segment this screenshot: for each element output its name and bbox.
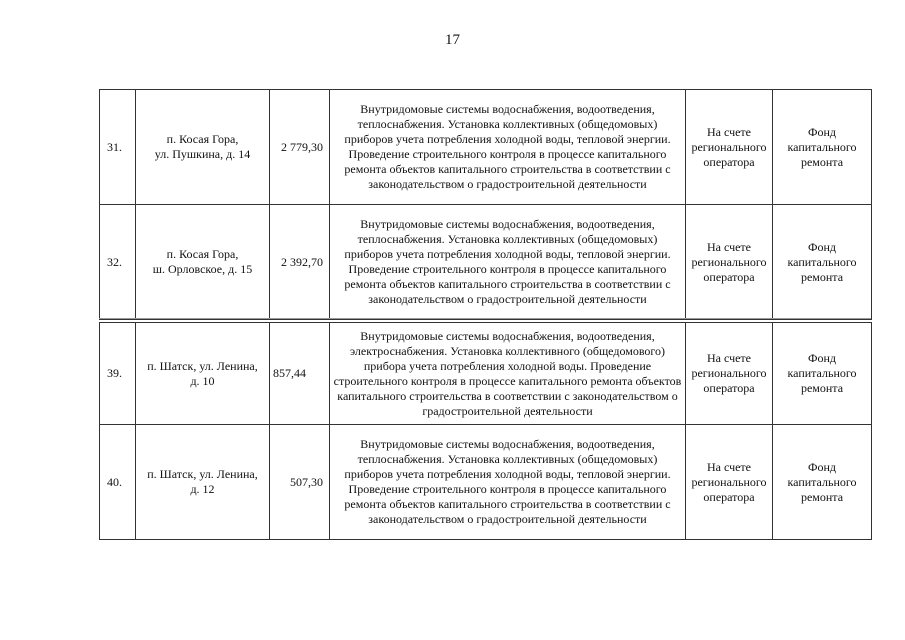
account-line: оператора <box>703 154 755 169</box>
row-number: 40. <box>100 425 136 540</box>
table-row <box>100 425 872 540</box>
fund-line: капитального <box>787 366 857 380</box>
address-cell <box>136 90 270 205</box>
works-cell: Внутридомовые системы водоснабжения, водоотведения, теплоснабжения. Установка коллективных (общедомовых) приборов учета потребления холодной воды, тепловой энергии. Проведение строительного контроля в процессе капитального ремонта объектов капитального строительства в соответствии с законодательством о градостроительной деятельности <box>330 90 686 205</box>
area-cell: 2 392,70 <box>270 205 330 320</box>
fund-line: ремонта <box>800 269 844 284</box>
repair-table-part-1 <box>99 89 872 320</box>
address-cell <box>136 205 270 320</box>
fund-cell <box>773 323 872 425</box>
address-line: д. 12 <box>190 482 215 496</box>
works-cell: Внутридомовые системы водоснабжения, водоотведения, электроснабжения. Установка коллективного (общедомового) прибора учета потребления холодной воды. Проведение строительного контроля в процессе капитального ремонта объектов капитального строительства в соответствии с законодательством о градостроительной деятельности <box>330 323 686 425</box>
address-line: п. Шатск, ул. Ленина, <box>147 358 258 373</box>
fund-line: капитального <box>787 139 857 154</box>
address-line: п. Косая Гора, <box>166 132 239 146</box>
area-cell: 507,30 <box>270 425 330 540</box>
fund-line: Фонд <box>807 459 836 474</box>
address-line: п. Косая Гора, <box>166 247 239 261</box>
area-cell: 2 779,30 <box>270 90 330 205</box>
area-cell: 857,44 <box>270 323 330 425</box>
fund-cell <box>773 425 872 540</box>
table-row <box>100 323 872 425</box>
address-cell <box>136 425 270 540</box>
fund-line: капитального <box>787 474 857 489</box>
account-line: регионального <box>691 474 767 489</box>
fund-line: ремонта <box>800 381 844 395</box>
account-line: На счете <box>706 239 751 254</box>
account-line: На счете <box>706 351 751 365</box>
address-line: д. 10 <box>190 373 215 388</box>
address-line: п. Шатск, ул. Ленина, <box>147 467 258 481</box>
address-line: ул. Пушкина, д. 14 <box>154 147 251 161</box>
fund-line: ремонта <box>800 154 844 169</box>
row-number: 32. <box>100 205 136 320</box>
fund-cell <box>773 90 872 205</box>
account-line: оператора <box>703 269 755 284</box>
account-cell <box>686 323 773 425</box>
row-number: 39. <box>100 323 136 425</box>
account-line: регионального <box>691 366 767 380</box>
fund-line: капитального <box>787 254 857 269</box>
works-cell: Внутридомовые системы водоснабжения, водоотведения, теплоснабжения. Установка коллективных (общедомовых) приборов учета потребления холодной воды, тепловой энергии. Проведение строительного контроля в процессе капитального ремонта объектов капитального строительства в соответствии с законодательством о градостроительной деятельности <box>330 425 686 540</box>
fund-line: ремонта <box>800 489 844 504</box>
table-divider <box>99 318 871 319</box>
account-line: оператора <box>703 489 755 504</box>
account-cell <box>686 425 773 540</box>
account-line: На счете <box>706 124 751 139</box>
account-line: регионального <box>691 254 767 269</box>
account-line: На счете <box>706 459 751 474</box>
row-number: 31. <box>100 90 136 205</box>
address-cell <box>136 323 270 425</box>
fund-cell <box>773 205 872 320</box>
account-cell <box>686 90 773 205</box>
account-line: оператора <box>703 381 755 395</box>
table-row <box>100 90 872 205</box>
fund-line: Фонд <box>807 351 836 365</box>
account-cell <box>686 205 773 320</box>
address-line: ш. Орловское, д. 15 <box>152 262 253 276</box>
account-line: регионального <box>691 139 767 154</box>
page-number: 17 <box>445 32 460 48</box>
fund-line: Фонд <box>807 239 836 254</box>
table-row <box>100 205 872 320</box>
fund-line: Фонд <box>807 124 836 139</box>
works-cell: Внутридомовые системы водоснабжения, водоотведения, теплоснабжения. Установка коллективных (общедомовых) приборов учета потребления холодной воды, тепловой энергии. Проведение строительного контроля в процессе капитального ремонта объектов капитального строительства в соответствии с законодательством о градостроительной деятельности <box>330 205 686 320</box>
repair-table-part-2 <box>99 322 872 540</box>
